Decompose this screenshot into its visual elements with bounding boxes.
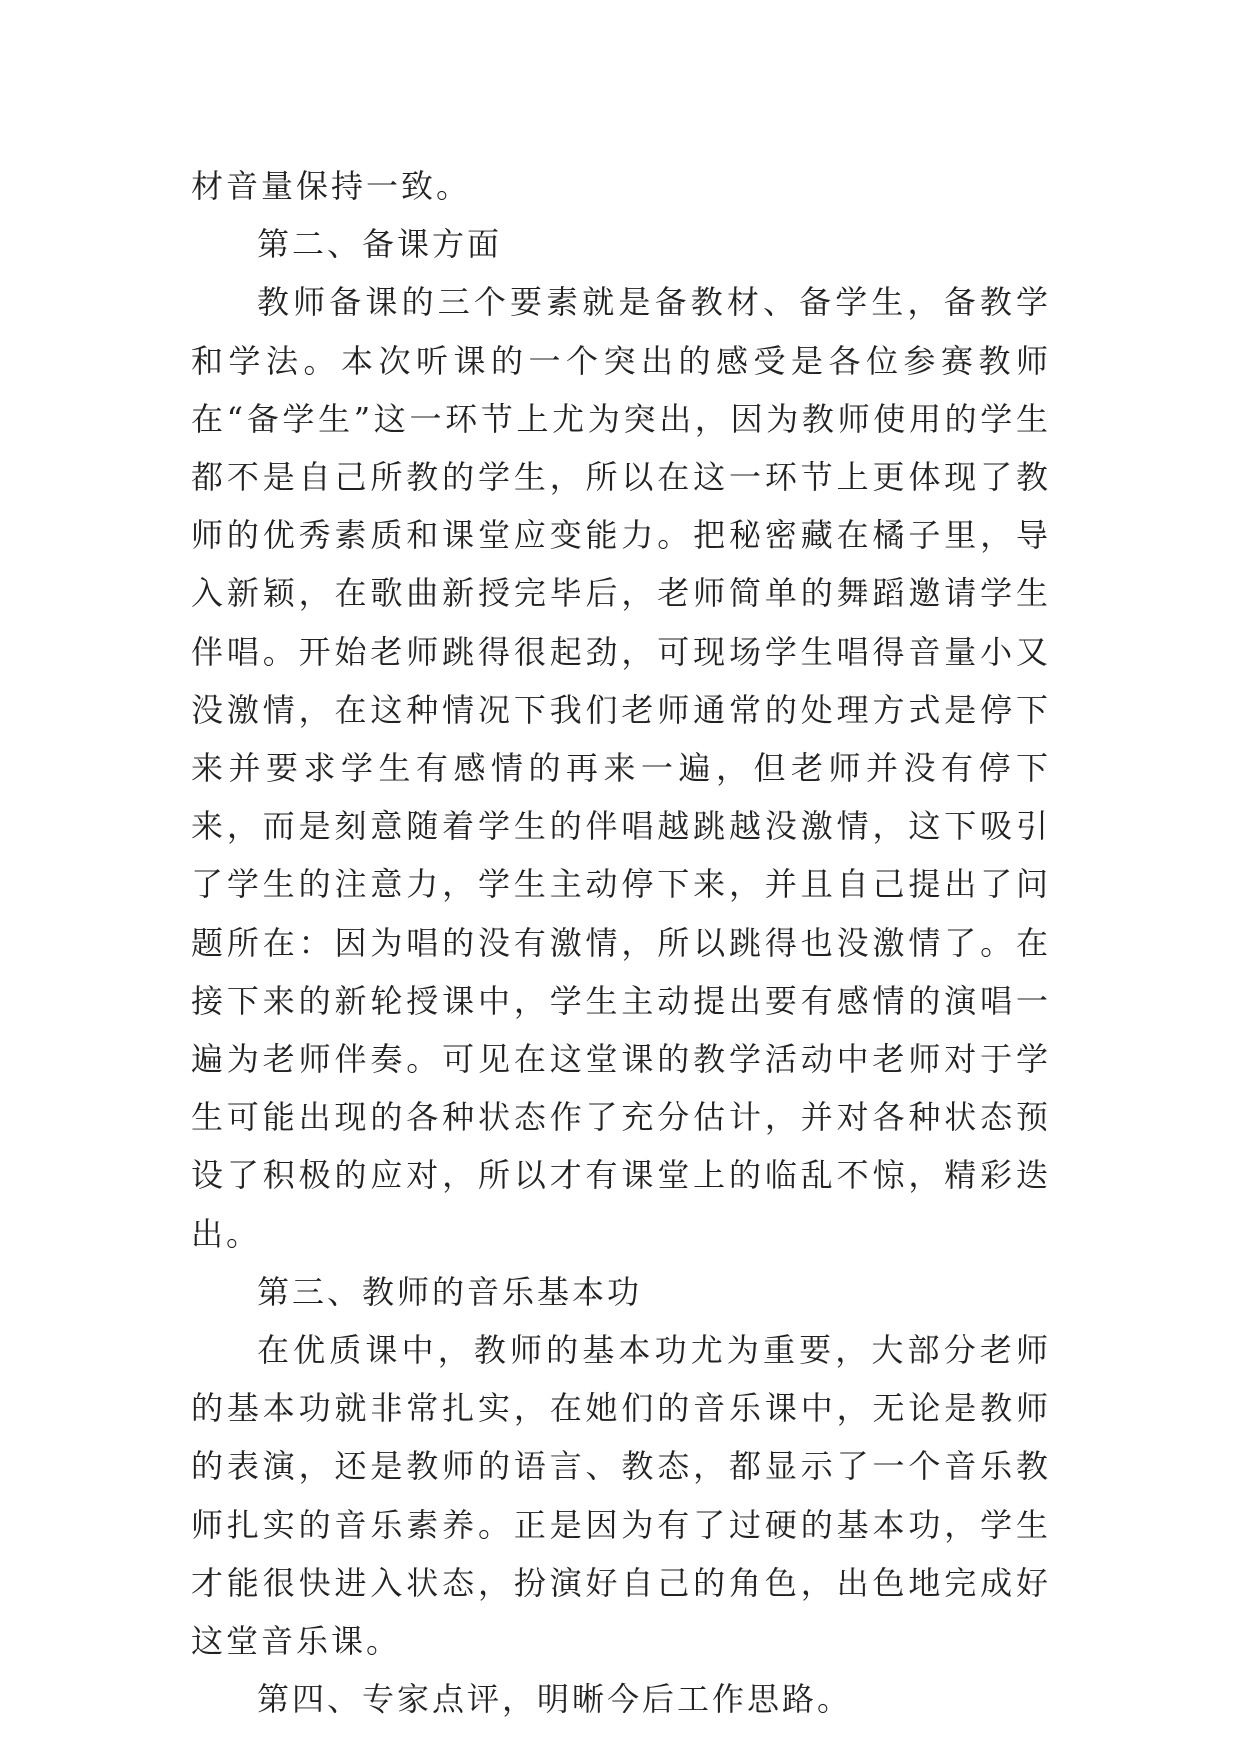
paragraph-lesson-prep: 教师备课的三个要素就是备教材、备学生，备教学和学法。本次听课的一个突出的感受是各位参赛教师在“备学生”这一环节上尤为突出，因为教师使用的学生都不是自己所教的学生，所以在这一环节上更体现了教师的优秀素质和课堂应变能力。把秘密藏在橘子里，导入新颖，在歌曲新授完毕后，老师简单的舞蹈邀请学生伴唱。开始老师跳得很起劲，可现场学生唱得音量小又没激情，在这种情况下我们老师通常的处理方式是停下来并要求学生有感情的再来一遍，但老师并没有停下来，而是刻意随着学生的伴唱越跳越没激情，这下吸引了学生的注意力，学生主动停下来，并且自己提出了问题所在：因为唱的没有激情，所以跳得也没激情了。在接下来的新轮授课中，学生主动提出要有感情的演唱一遍为老师伴奏。可见在这堂课的教学活动中老师对于学生可能出现的各种状态作了充分估计，并对各种状态预设了积极的应对，所以才有课堂上的临乱不惊，精彩迭出。 (191, 283, 1051, 1253)
paragraph-music-skills: 在优质课中，教师的基本功尤为重要，大部分老师的基本功就非常扎实，在她们的音乐课中，无论是教师的表演，还是教师的语言、教态，都显示了一个音乐教师扎实的音乐素养。正是因为有了过硬的基本功，学生才能很快进入状态，扮演好自己的角色，出色地完成好这堂音乐课。 (191, 1331, 1051, 1661)
section-heading-lesson-prep: 第二、备课方面 (257, 225, 503, 264)
document-body (191, 157, 1051, 1728)
section-heading-music-skills: 第三、教师的音乐基本功 (257, 1272, 643, 1311)
paragraph-continuation: 材音量保持一致。 (191, 167, 472, 205)
section-heading-expert-review: 第四、专家点评，明晰今后工作思路。 (257, 1680, 853, 1719)
